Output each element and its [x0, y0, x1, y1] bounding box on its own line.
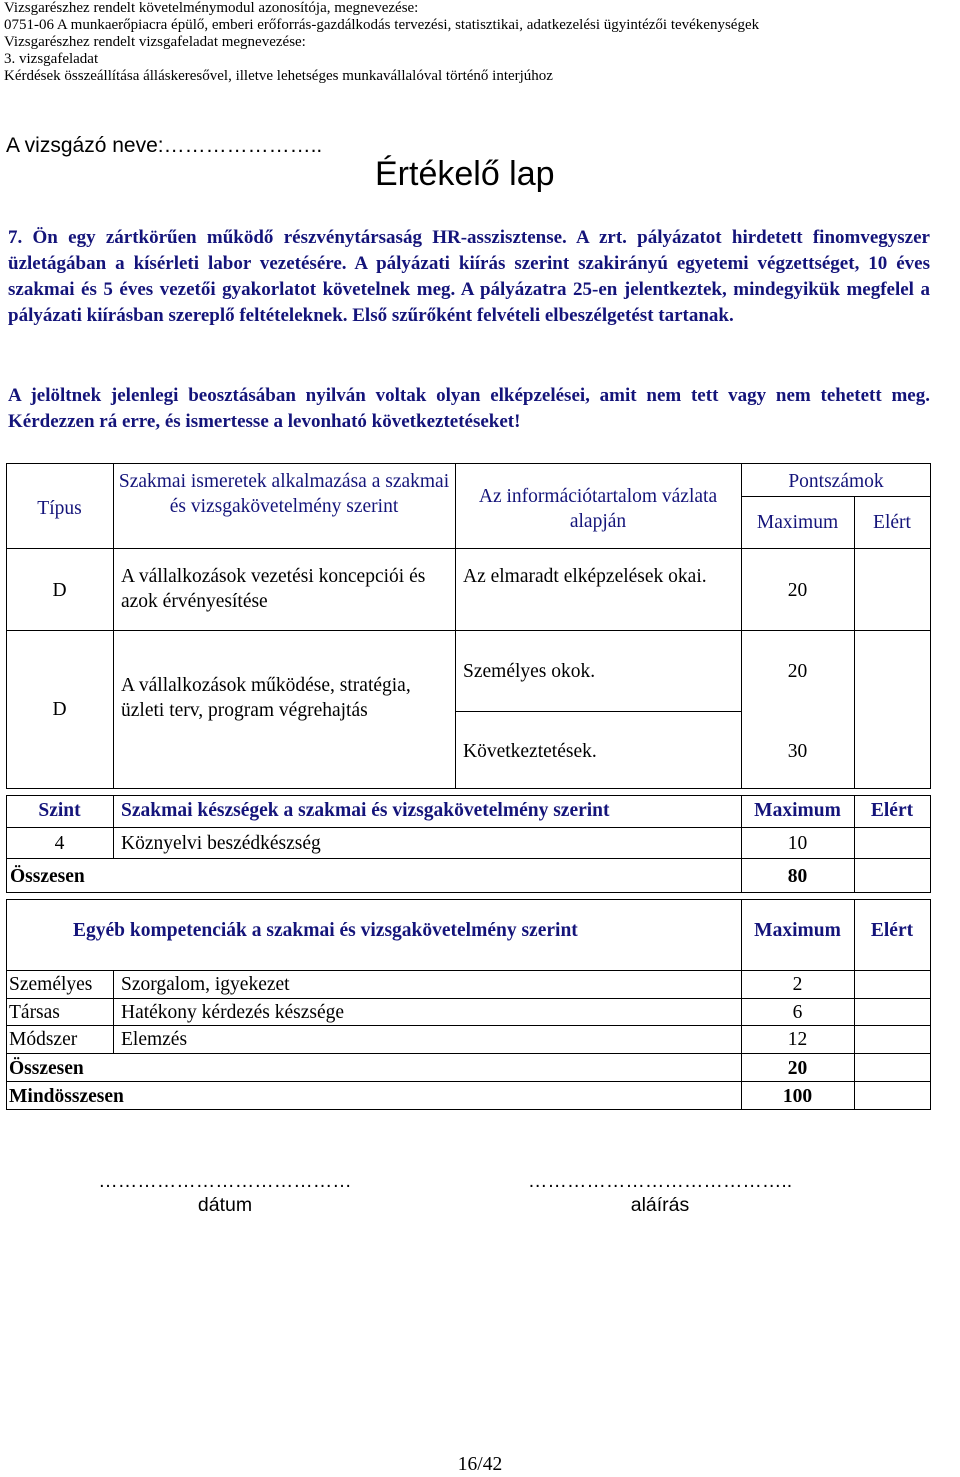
grand-total-value: 100 [782, 1086, 813, 1107]
candidate-name-line: A vizsgázó neve:………………….. [6, 134, 323, 157]
task-name: Kérdések összeállítása álláskeresővel, illetve lehetséges munkavállalóval történő interjúhoz [4, 68, 553, 84]
page-title: Értékelő lap [375, 155, 555, 193]
signature-line: ………………………………….. [527, 1170, 793, 1192]
module-title-label: Vizsgarészhez rendelt követelménymodul azonosítója, megnevezése: [4, 0, 419, 16]
row1-type: D [52, 580, 67, 601]
module-id-name: 0751-06 A munkaerőpiacra épülő, emberi erőforrás-gazdálkodás tervezési, statisztikai, adatkezelési ügyintézői tevékenységek [4, 17, 760, 33]
skill-name: Köznyelvi beszédkészség [121, 833, 321, 854]
col-got-header: Elért [870, 800, 914, 821]
col-skill-header: Szakmai készségek a szakmai és vizsgakövetelmény szerint [121, 800, 610, 821]
competency-max: 12 [787, 1029, 808, 1050]
competency-total-value: 20 [787, 1058, 808, 1079]
competency-max: 2 [792, 974, 803, 995]
row2-max-2: 30 [787, 741, 808, 762]
col-max-header: Maximum [754, 920, 841, 941]
page-number: 16/42 [457, 1454, 503, 1475]
row2-info-2: Következtetések. [463, 741, 597, 762]
competency-total-label: Összesen [9, 1058, 84, 1079]
task-title-label: Vizsgarészhez rendelt vizsgafeladat megnevezése: [4, 34, 306, 50]
col-level-header: Szint [38, 800, 81, 821]
col-max-header: Maximum [756, 512, 839, 533]
col-got-header: Elért [873, 512, 911, 533]
col-competency-header: Egyéb kompetenciák a szakmai és vizsgakövetelmény szerint [73, 920, 578, 941]
row1-info: Az elmaradt elképzelések okai. [463, 566, 707, 587]
task-question [8, 383, 930, 435]
row1-max: 20 [787, 580, 808, 601]
competency-kind: Társas [9, 1002, 60, 1023]
task-paragraph-1: 7. Ön egy zártkörűen működő részvénytársaság HR-asszisztense. A zrt. pályázatot hirdetett finomvegyszer üzletágában a kísérleti labor vezetésére. A pályázati kiírás szerint szakirányú egyetemi végzettséget, 10 éves szakmai és 5 éves vezetői gyakorlatot követelnek meg. A pályázatra 25-en jelentkeztek, mindegyikük megfelel a pályázati kiírásban szereplő feltételeknek. Első szűrőként felvételi elbeszélgetést tartanak. [8, 227, 930, 326]
row2-knowledge: A vállalkozások működése, stratégia, üzleti terv, program végrehajtás [121, 675, 411, 721]
task-description [8, 225, 930, 329]
competency-max: 6 [792, 1002, 803, 1023]
task-paragraph-2: A jelöltnek jelenlegi beosztásában nyilván voltak olyan elképzelései, amit nem tett vagy nem tehetett meg. Kérdezzen rá erre, és ismertesse a levonható következtetéseket! [8, 385, 930, 432]
competency-name: Elemzés [121, 1029, 188, 1050]
competency-name: Szorgalom, igyekezet [121, 974, 290, 995]
signature-label: aláírás [630, 1194, 690, 1216]
skills-total-label: Összesen [10, 866, 85, 887]
col-type-header: Típus [37, 498, 82, 519]
col-points-header: Pontszámok [788, 471, 884, 492]
competency-kind: Személyes [9, 974, 93, 995]
row2-max-1: 20 [787, 661, 808, 682]
skill-level: 4 [54, 833, 65, 854]
date-label: dátum [197, 1194, 253, 1216]
row1-knowledge: A vállalkozások vezetési koncepciói és azok érvényesítése [121, 566, 426, 612]
row2-type: D [52, 699, 67, 720]
competency-name: Hatékony kérdezés készsége [121, 1002, 345, 1023]
col-max-header: Maximum [754, 800, 841, 821]
competency-kind: Módszer [9, 1029, 78, 1050]
skill-max: 10 [787, 833, 808, 854]
date-line: ………………………………… [98, 1170, 352, 1192]
col-got-header: Elért [870, 920, 914, 941]
task-number: 3. vizsgafeladat [4, 51, 99, 67]
row2-info-1: Személyes okok. [463, 661, 596, 682]
col-knowledge-header: Szakmai ismeretek alkalmazása a szakmai és vizsgakövetelmény szerint [118, 471, 450, 517]
skills-total-value: 80 [787, 866, 808, 887]
grand-total-label: Mindösszesen [9, 1086, 124, 1107]
col-info-header: Az információtartalom vázlata alapján [478, 486, 718, 532]
